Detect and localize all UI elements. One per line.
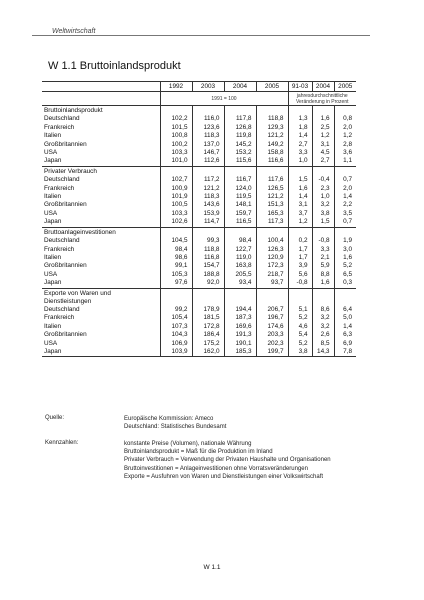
value-cell: 205,5	[224, 271, 256, 279]
value-cell: 1,2	[334, 132, 356, 140]
value-cell: 2,5	[312, 124, 334, 132]
value-cell: 100,5	[160, 201, 192, 209]
value-cell: 119,8	[224, 132, 256, 140]
value-cell: 5,4	[288, 331, 312, 339]
section-title: Privater Verbrauch	[42, 166, 160, 176]
page-title: W 1.1 Bruttoinlandsprodukt	[48, 60, 181, 72]
value-cell: 3,2	[312, 314, 334, 322]
country-label: Italien	[44, 193, 62, 201]
table-row	[42, 246, 356, 254]
country-label: Italien	[44, 253, 62, 261]
key-figure-line: konstante Preise (Volumen), nationale Währung	[124, 441, 252, 447]
value-cell: 126,8	[224, 124, 256, 132]
value-cell: 5,9	[312, 262, 334, 270]
value-cell: 1,5	[312, 218, 334, 227]
value-cell: 0,2	[288, 237, 312, 245]
page-footer: W 1.1	[203, 564, 221, 571]
value-cell: 1,6	[334, 254, 356, 262]
source-lines	[124, 415, 384, 431]
value-cell: 1,6	[312, 279, 334, 288]
table-row	[42, 210, 356, 218]
value-cell: 100,8	[160, 132, 192, 140]
value-cell: 2,1	[312, 254, 334, 262]
key-figure-line: Bruttoinlandsprodukt = Maß für die Produktion im Inland	[124, 449, 273, 456]
value-cell: 1,6	[312, 115, 334, 123]
value-cell: 1,6	[288, 185, 312, 193]
table-row	[42, 237, 356, 245]
value-cell: 105,3	[160, 271, 192, 279]
value-cell: 148,1	[224, 201, 256, 209]
value-cell: 2,3	[312, 185, 334, 193]
value-cell: 2,8	[334, 141, 356, 149]
table-row	[42, 262, 356, 270]
section-title-row	[42, 106, 356, 116]
value-cell: 1,4	[334, 323, 356, 331]
table-row	[42, 149, 356, 157]
value-cell: 98,4	[224, 237, 256, 245]
value-cell: 8,6	[312, 306, 334, 314]
country-label: Deutschland	[44, 305, 80, 313]
value-cell: 3,9	[288, 262, 312, 270]
country-label: Deutschland	[44, 176, 80, 184]
table-header-row	[42, 82, 356, 92]
value-cell: 2,7	[288, 141, 312, 149]
value-cell: 206,7	[256, 306, 288, 314]
value-cell: 3,1	[288, 201, 312, 209]
value-cell: 103,3	[160, 210, 192, 218]
country-label: Italien	[44, 132, 62, 140]
value-cell: 100,2	[160, 141, 192, 149]
value-cell: 188,8	[192, 271, 224, 279]
section-title-row	[42, 166, 356, 176]
value-cell: 129,3	[256, 124, 288, 132]
table-row	[42, 185, 356, 193]
table-row	[42, 331, 356, 339]
value-cell: 2,6	[312, 331, 334, 339]
key-figure-line: Bruttoinvestitionen = Anlageinvestitionen ohne Vorratsveränderungen	[124, 465, 308, 472]
value-cell: 120,9	[256, 254, 288, 262]
source-line: Europäische Kommission: Ameco	[124, 416, 214, 422]
value-cell: 145,2	[224, 141, 256, 149]
value-cell: 117,8	[224, 115, 256, 123]
value-cell: 3,7	[288, 210, 312, 218]
value-cell: 137,0	[192, 141, 224, 149]
column-header: 2004	[312, 82, 334, 92]
value-cell: 0,3	[334, 279, 356, 288]
value-cell: 174,6	[256, 323, 288, 331]
section-title-row	[42, 288, 356, 306]
value-cell: 6,3	[334, 331, 356, 339]
value-cell: 8,5	[312, 340, 334, 348]
value-cell: 1,0	[312, 193, 334, 201]
value-cell: 118,3	[192, 193, 224, 201]
country-label: Japan	[42, 348, 160, 357]
value-cell: 5,6	[288, 271, 312, 279]
value-cell: 98,6	[160, 254, 192, 262]
value-cell: 3,2	[312, 323, 334, 331]
value-cell: 5,0	[334, 314, 356, 322]
value-cell: 101,5	[160, 124, 192, 132]
value-cell: 1,7	[288, 246, 312, 254]
value-cell: 3,3	[312, 246, 334, 254]
table-row	[42, 348, 356, 357]
section-title: Exporte von Waren und Dienstleistungen	[42, 288, 160, 306]
value-cell: 178,9	[192, 306, 224, 314]
value-cell: 169,6	[224, 323, 256, 331]
section-title: Bruttoinlandsprodukt	[42, 106, 160, 116]
value-cell: 202,3	[256, 340, 288, 348]
value-cell: 98,4	[160, 246, 192, 254]
key-figures-lines	[124, 440, 384, 481]
value-cell: 159,7	[224, 210, 256, 218]
table-row	[42, 132, 356, 140]
value-cell: 1,4	[288, 193, 312, 201]
column-header: 2004	[224, 82, 256, 92]
table-row	[42, 193, 356, 201]
value-cell: 102,2	[160, 115, 192, 123]
value-cell: 172,3	[256, 262, 288, 270]
value-cell: 146,7	[192, 149, 224, 157]
value-cell: 6,5	[334, 271, 356, 279]
value-cell: 196,7	[256, 314, 288, 322]
value-cell: 93,7	[256, 279, 288, 288]
value-cell: 122,7	[224, 246, 256, 254]
value-cell: 118,8	[192, 246, 224, 254]
value-cell: 116,5	[224, 218, 256, 227]
value-cell: 5,2	[288, 340, 312, 348]
value-cell: 119,0	[224, 254, 256, 262]
value-cell: 187,3	[224, 314, 256, 322]
value-cell: 165,3	[256, 210, 288, 218]
value-cell: 175,2	[192, 340, 224, 348]
value-cell: 112,6	[192, 157, 224, 166]
value-cell: 102,6	[160, 218, 192, 227]
value-cell: 14,3	[312, 348, 334, 357]
value-cell: 5,2	[288, 314, 312, 322]
value-cell: 103,3	[160, 149, 192, 157]
key-figure-line: Privater Verbrauch = Verwendung der Privaten Haushalte und Organisationen	[124, 457, 331, 464]
country-label: Japan	[44, 279, 62, 287]
value-cell: 199,7	[256, 348, 288, 357]
table-row	[42, 279, 356, 288]
table-row	[42, 218, 356, 227]
value-cell: 151,3	[256, 201, 288, 209]
value-cell: 92,0	[192, 279, 224, 288]
country-label: USA	[44, 149, 58, 157]
index-note: 1991 = 100	[160, 92, 288, 106]
value-cell: 116,6	[256, 157, 288, 166]
value-cell: 1,5	[288, 176, 312, 184]
value-cell: 203,3	[256, 331, 288, 339]
value-cell: 99,2	[160, 306, 192, 314]
table-row	[42, 201, 356, 209]
value-cell: 2,0	[334, 185, 356, 193]
country-label: Großbritannien	[44, 201, 87, 209]
section-title-row	[42, 227, 356, 237]
value-cell: 106,9	[160, 340, 192, 348]
value-cell: 117,6	[256, 176, 288, 184]
value-cell: 1,9	[334, 237, 356, 245]
value-cell: 116,8	[192, 254, 224, 262]
value-cell: 117,3	[256, 218, 288, 227]
value-cell: 4,6	[288, 323, 312, 331]
value-cell: 124,0	[224, 185, 256, 193]
table-row	[42, 115, 356, 123]
value-cell: 143,6	[192, 201, 224, 209]
country-label: Japan	[44, 157, 62, 165]
country-label: Frankreich	[44, 123, 75, 131]
value-cell: 6,4	[334, 306, 356, 314]
table-row	[42, 254, 356, 262]
value-cell: 116,7	[224, 176, 256, 184]
value-cell: 119,5	[224, 193, 256, 201]
value-cell: 118,3	[192, 132, 224, 140]
table-subheader-row	[42, 92, 356, 106]
change-note: jahresdurchschnittliche Veränderung in Prozent	[288, 92, 356, 106]
section-title: Bruttoanlageinvestitionen	[42, 227, 160, 237]
value-cell: 4,5	[312, 149, 334, 157]
value-cell: 115,6	[224, 157, 256, 166]
value-cell: 103,9	[160, 348, 192, 357]
country-label: Frankreich	[44, 314, 75, 322]
value-cell: 3,1	[312, 141, 334, 149]
header-rule	[32, 35, 370, 36]
value-cell: 100,4	[256, 237, 288, 245]
header-blank	[42, 82, 160, 92]
column-header: 2003	[192, 82, 224, 92]
country-label: Großbritannien	[44, 331, 87, 339]
table-row	[42, 176, 356, 184]
value-cell: 181,5	[192, 314, 224, 322]
table-row	[42, 314, 356, 322]
value-cell: 104,3	[160, 331, 192, 339]
value-cell: -0,8	[288, 279, 312, 288]
value-cell: 99,3	[192, 237, 224, 245]
country-label: USA	[44, 270, 58, 278]
value-cell: 1,4	[334, 193, 356, 201]
table-row	[42, 271, 356, 279]
value-cell: 97,6	[160, 279, 192, 288]
table-row	[42, 124, 356, 132]
value-cell: 93,4	[224, 279, 256, 288]
value-cell: 153,2	[224, 149, 256, 157]
key-figures-label: Kennzahlen:	[45, 440, 79, 446]
country-label: Großbritannien	[44, 140, 87, 148]
table-row	[42, 141, 356, 149]
value-cell: 2,7	[312, 157, 334, 166]
value-cell: 0,7	[334, 218, 356, 227]
value-cell: 5,1	[288, 306, 312, 314]
value-cell: 162,0	[192, 348, 224, 357]
value-cell: 116,0	[192, 115, 224, 123]
value-cell: 101,0	[160, 157, 192, 166]
source-line: Deutschland: Statistisches Bundesamt	[124, 424, 227, 431]
section-header-label: Weltwirtschaft	[48, 28, 99, 35]
value-cell: 100,9	[160, 185, 192, 193]
value-cell: 121,2	[192, 185, 224, 193]
column-header: 1992	[160, 82, 192, 92]
value-cell: 8,8	[312, 271, 334, 279]
value-cell: 185,3	[224, 348, 256, 357]
table-row	[42, 323, 356, 331]
value-cell: 3,2	[312, 201, 334, 209]
value-cell: -0,8	[312, 237, 334, 245]
value-cell: 117,2	[192, 176, 224, 184]
value-cell: 158,8	[256, 149, 288, 157]
country-label: Frankreich	[44, 245, 75, 253]
value-cell: 1,2	[312, 132, 334, 140]
value-cell: 0,8	[334, 115, 356, 123]
value-cell: 149,2	[256, 141, 288, 149]
value-cell: 191,3	[224, 331, 256, 339]
value-cell: 1,8	[288, 124, 312, 132]
value-cell: 3,8	[312, 210, 334, 218]
value-cell: 1,2	[288, 218, 312, 227]
country-label: Italien	[44, 322, 62, 330]
country-label: Großbritannien	[44, 262, 87, 270]
value-cell: 1,3	[288, 115, 312, 123]
value-cell: 118,8	[256, 115, 288, 123]
value-cell: 163,8	[224, 262, 256, 270]
value-cell: 3,0	[334, 246, 356, 254]
country-label: USA	[44, 209, 58, 217]
country-label: Deutschland	[44, 115, 80, 123]
table-row	[42, 157, 356, 166]
value-cell: 153,9	[192, 210, 224, 218]
value-cell: 190,1	[224, 340, 256, 348]
value-cell: 218,7	[256, 271, 288, 279]
value-cell: 1,4	[288, 132, 312, 140]
key-figure-line: Exporte = Ausfuhren von Waren und Dienstleistungen einer Volkswirtschaft	[124, 473, 324, 480]
value-cell: 3,5	[334, 210, 356, 218]
value-cell: 1,1	[334, 157, 356, 166]
value-cell: 107,3	[160, 323, 192, 331]
value-cell: 1,7	[288, 254, 312, 262]
value-cell: 2,2	[334, 201, 356, 209]
country-label: Frankreich	[44, 184, 75, 192]
value-cell: 154,7	[192, 262, 224, 270]
value-cell: 2,0	[334, 124, 356, 132]
column-header: 91-03	[288, 82, 312, 92]
value-cell: -0,4	[312, 176, 334, 184]
value-cell: 123,6	[192, 124, 224, 132]
value-cell: 101,9	[160, 193, 192, 201]
data-table-container	[42, 81, 356, 357]
country-label: Japan	[44, 218, 62, 226]
source-label: Quelle:	[45, 415, 65, 421]
value-cell: 1,0	[288, 157, 312, 166]
country-label: Deutschland	[44, 237, 80, 245]
value-cell: 121,2	[256, 132, 288, 140]
value-cell: 3,8	[288, 348, 312, 357]
value-cell: 0,7	[334, 176, 356, 184]
value-cell: 126,3	[256, 246, 288, 254]
value-cell: 194,4	[224, 306, 256, 314]
table-row	[42, 306, 356, 314]
column-header: 2005	[334, 82, 356, 92]
value-cell: 6,9	[334, 340, 356, 348]
value-cell: 7,8	[334, 348, 356, 357]
value-cell: 104,5	[160, 237, 192, 245]
table-row	[42, 340, 356, 348]
value-cell: 172,8	[192, 323, 224, 331]
value-cell: 121,2	[256, 193, 288, 201]
value-cell: 5,2	[334, 262, 356, 270]
value-cell: 99,1	[160, 262, 192, 270]
value-cell: 3,6	[334, 149, 356, 157]
value-cell: 105,4	[160, 314, 192, 322]
value-cell: 126,5	[256, 185, 288, 193]
value-cell: 114,7	[192, 218, 224, 227]
country-label: USA	[44, 339, 58, 347]
data-table	[42, 81, 356, 357]
value-cell: 3,3	[288, 149, 312, 157]
value-cell: 102,7	[160, 176, 192, 184]
value-cell: 186,4	[192, 331, 224, 339]
column-header: 2005	[256, 82, 288, 92]
